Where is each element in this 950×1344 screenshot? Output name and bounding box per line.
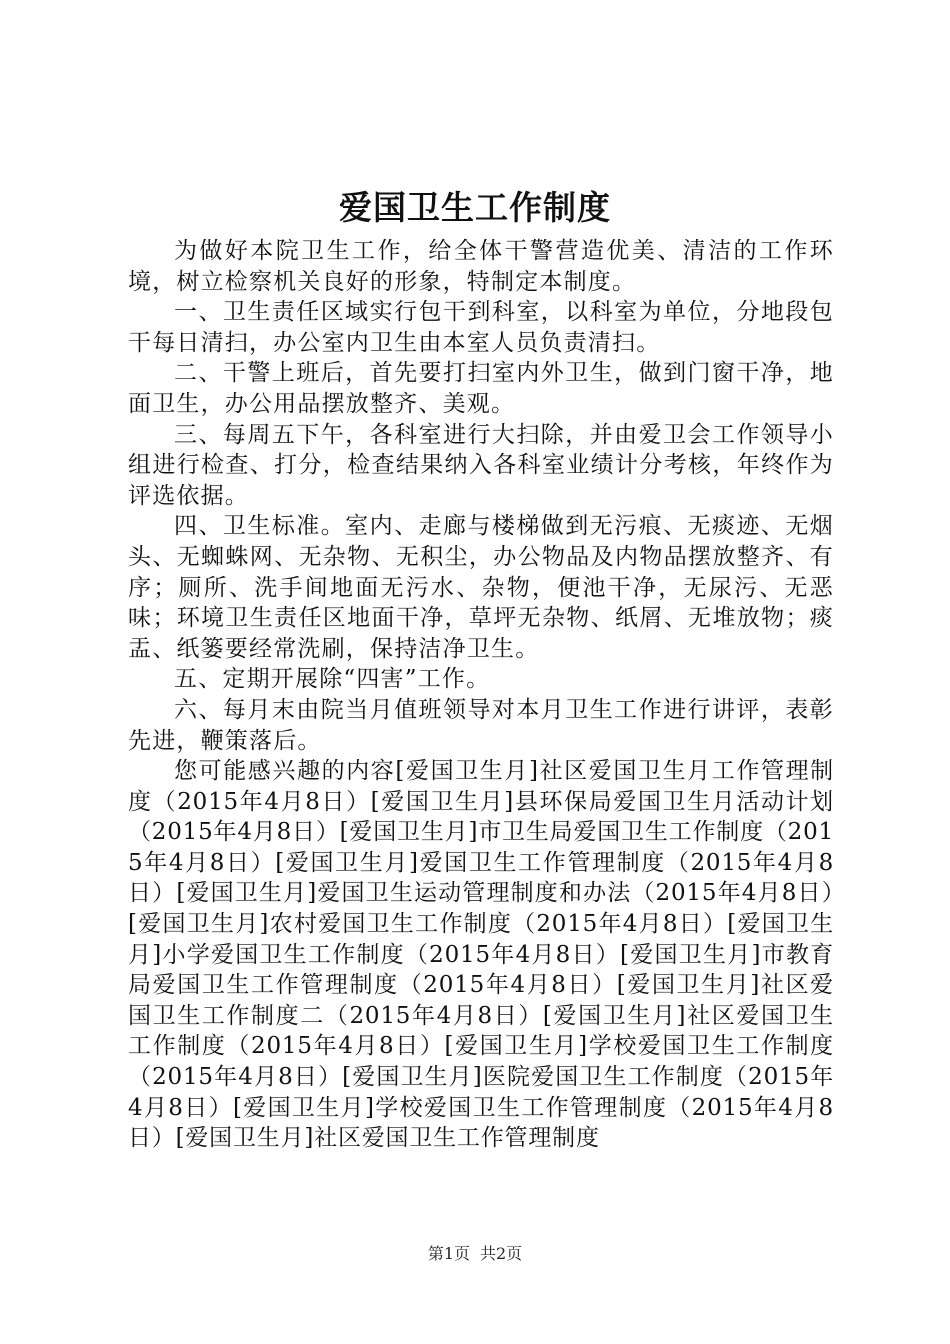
- rule-paragraph-4: 四、卫生标准。室内、走廊与楼梯做到无污痕、无痰迹、无烟头、无蜘蛛网、无杂物、无积尘，办公物品及内物品摆放整齐、有序；厕所、洗手间地面无污水、杂物，便池干净，无尿污、无恶味；环境卫生责任区地面干净，草坪无杂物、纸屑、无堆放物；痰盂、纸篓要经常洗刷，保持洁净卫生。: [128, 513, 834, 662]
- rule-paragraph-1: 一、卫生责任区域实行包干到科室，以科室为单位，分地段包干每日清扫，办公室内卫生由本室人员负责清扫。: [128, 299, 834, 356]
- rule-paragraph-3: 三、每周五下午，各科室进行大扫除，并由爱卫会工作领导小组进行检查、打分，检查结果纳入各科室业绩计分考核，年终作为评选依据。: [128, 421, 834, 509]
- document-body: [128, 236, 834, 1154]
- rule-paragraph-2: 二、干警上班后，首先要打扫室内外卫生，做到门窗干净，地面卫生，办公用品摆放整齐、美观。: [128, 360, 834, 417]
- intro-paragraph: 为做好本院卫生工作，给全体干警营造优美、清洁的工作环境，树立检察机关良好的形象，特制定本制度。: [128, 238, 834, 295]
- document-title: 爱国卫生工作制度: [339, 188, 611, 227]
- rule-paragraph-5: 五、定期开展除“四害”工作。: [174, 666, 491, 693]
- page-total: 共2页: [480, 1244, 523, 1263]
- page-footer: [0, 1243, 950, 1265]
- page-number: 第1页: [427, 1244, 470, 1263]
- rule-paragraph-6: 六、每月末由院当月值班领导对本月卫生工作进行讲评，表彰先进，鞭策落后。: [128, 696, 834, 754]
- related-content-paragraph: 您可能感兴趣的内容[爱国卫生月]社区爱国卫生月工作管理制度（2015年4月8日）[爱国卫生月]县环保局爱国卫生月活动计划（2015年4月8日）[爱国卫生月]市卫生局爱国卫生工作制度（2015年4月8日）[爱国卫生月]爱国卫生工作管理制度（2015年4月8日）[爱国卫生月]爱国卫生运动管理制度和办法（2015年4月8日）[爱国卫生月]农村爱国卫生工作制度（2015年4月8日）[爱国卫生月]小学爱国卫生工作制度（2015年4月8日）[爱国卫生月]市教育局爱国卫生工作管理制度（2015年4月8日）[爱国卫生月]社区爱国卫生工作制度二（2015年4月8日）[爱国卫生月]社区爱国卫生工作制度（2015年4月8日）[爱国卫生月]学校爱国卫生工作制度（2015年4月8日）[爱国卫生月]医院爱国卫生工作制度（2015年4月8日）[爱国卫生月]学校爱国卫生工作管理制度（2015年4月8日）[爱国卫生月]社区爱国卫生工作管理制度: [128, 758, 834, 1152]
